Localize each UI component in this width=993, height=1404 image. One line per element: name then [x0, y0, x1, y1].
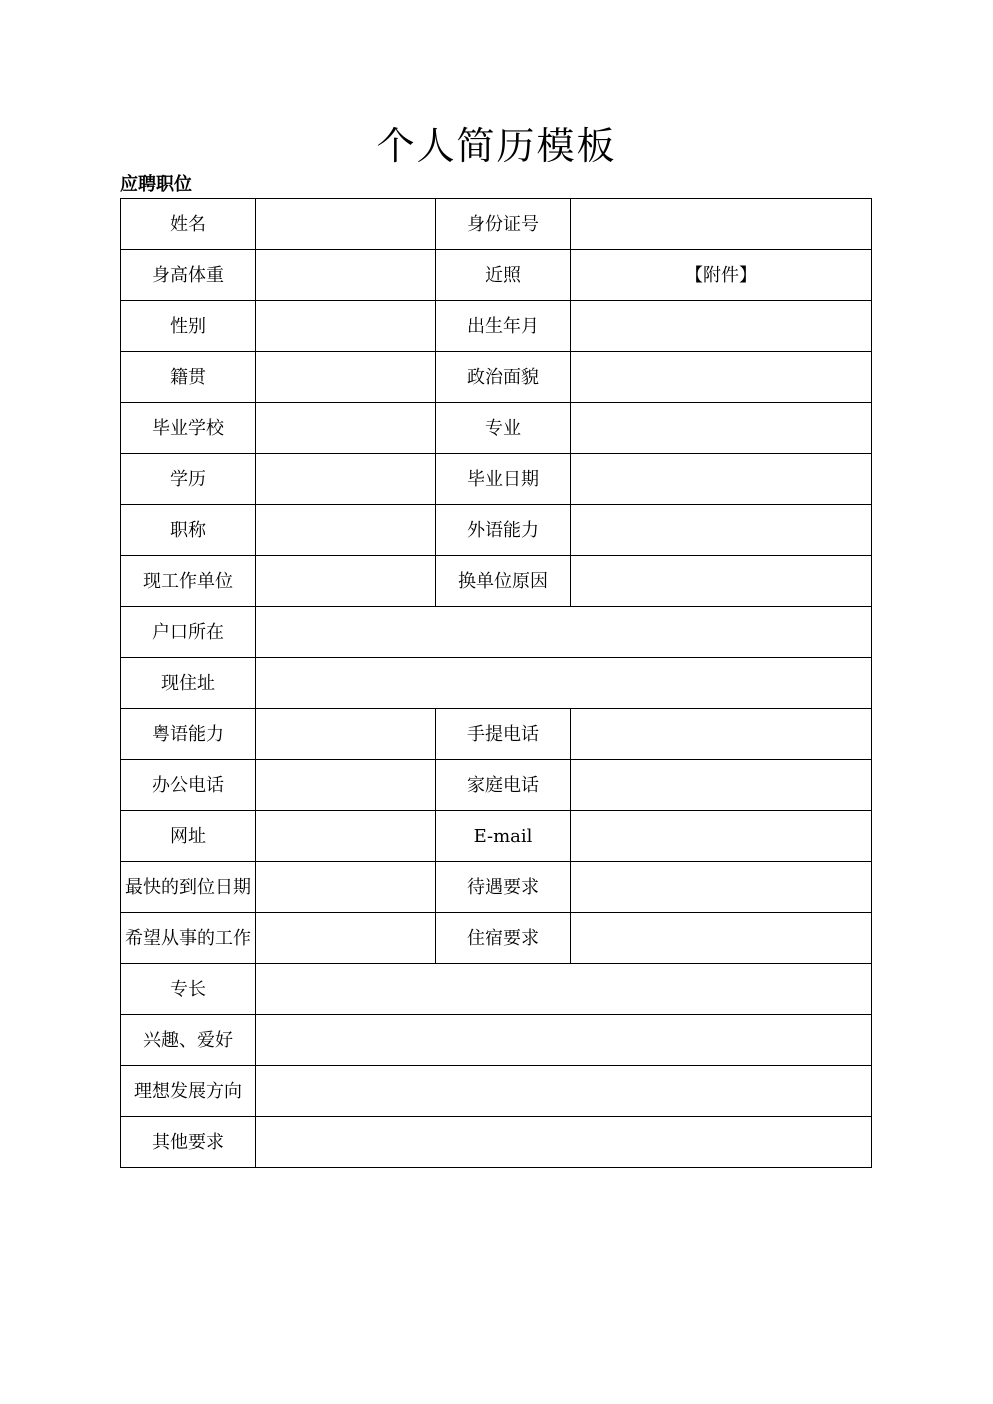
- table-row: [121, 352, 872, 403]
- native-place-field[interactable]: [256, 352, 436, 403]
- table-row: [121, 301, 872, 352]
- earliest-start-field[interactable]: [256, 862, 436, 913]
- table-row: [121, 709, 872, 760]
- gender-field[interactable]: [256, 301, 436, 352]
- table-row: [121, 1117, 872, 1168]
- height-weight-field[interactable]: [256, 250, 436, 301]
- graduate-school-field[interactable]: [256, 403, 436, 454]
- table-row: [121, 1015, 872, 1066]
- resume-form-table: [120, 198, 872, 1168]
- salary-expectation-field[interactable]: [571, 862, 872, 913]
- table-row: [121, 964, 872, 1015]
- label-professional-title: 职称: [121, 505, 256, 556]
- email-field[interactable]: [571, 811, 872, 862]
- label-major: 专业: [436, 403, 571, 454]
- photo-attachment-field[interactable]: 【附件】: [571, 250, 872, 301]
- graduation-date-field[interactable]: [571, 454, 872, 505]
- website-field[interactable]: [256, 811, 436, 862]
- table-row: [121, 760, 872, 811]
- label-graduation-date: 毕业日期: [436, 454, 571, 505]
- label-hobbies: 兴趣、爱好: [121, 1015, 256, 1066]
- label-foreign-language: 外语能力: [436, 505, 571, 556]
- table-row: [121, 403, 872, 454]
- current-employer-field[interactable]: [256, 556, 436, 607]
- accommodation-field[interactable]: [571, 913, 872, 964]
- reason-for-leaving-field[interactable]: [571, 556, 872, 607]
- table-row: [121, 250, 872, 301]
- label-desired-job: 希望从事的工作: [121, 913, 256, 964]
- education-field[interactable]: [256, 454, 436, 505]
- table-row: [121, 811, 872, 862]
- household-registration-field[interactable]: [256, 607, 872, 658]
- label-photo: 近照: [436, 250, 571, 301]
- professional-title-field[interactable]: [256, 505, 436, 556]
- label-mobile-phone: 手提电话: [436, 709, 571, 760]
- specialty-field[interactable]: [256, 964, 872, 1015]
- label-office-phone: 办公电话: [121, 760, 256, 811]
- label-career-direction: 理想发展方向: [121, 1066, 256, 1117]
- position-label: 应聘职位: [120, 174, 192, 195]
- page-title: 个人简历模板: [376, 124, 617, 168]
- table-row: [121, 199, 872, 250]
- label-email: E-mail: [436, 811, 571, 862]
- name-field[interactable]: [256, 199, 436, 250]
- political-status-field[interactable]: [571, 352, 872, 403]
- cantonese-field[interactable]: [256, 709, 436, 760]
- label-political-status: 政治面貌: [436, 352, 571, 403]
- other-requirements-field[interactable]: [256, 1117, 872, 1168]
- current-address-field[interactable]: [256, 658, 872, 709]
- table-row: [121, 505, 872, 556]
- table-row: [121, 658, 872, 709]
- label-website: 网址: [121, 811, 256, 862]
- label-earliest-start: 最快的到位日期: [121, 862, 256, 913]
- label-id-number: 身份证号: [436, 199, 571, 250]
- table-row: [121, 862, 872, 913]
- label-height-weight: 身高体重: [121, 250, 256, 301]
- label-reason-for-leaving: 换单位原因: [436, 556, 571, 607]
- label-cantonese: 粤语能力: [121, 709, 256, 760]
- mobile-phone-field[interactable]: [571, 709, 872, 760]
- table-row: [121, 454, 872, 505]
- major-field[interactable]: [571, 403, 872, 454]
- label-current-employer: 现工作单位: [121, 556, 256, 607]
- table-row: [121, 1066, 872, 1117]
- label-education: 学历: [121, 454, 256, 505]
- career-direction-field[interactable]: [256, 1066, 872, 1117]
- home-phone-field[interactable]: [571, 760, 872, 811]
- table-row: [121, 556, 872, 607]
- label-name: 姓名: [121, 199, 256, 250]
- label-graduate-school: 毕业学校: [121, 403, 256, 454]
- table-row: [121, 913, 872, 964]
- label-native-place: 籍贯: [121, 352, 256, 403]
- id-number-field[interactable]: [571, 199, 872, 250]
- birth-date-field[interactable]: [571, 301, 872, 352]
- label-birth-date: 出生年月: [436, 301, 571, 352]
- label-current-address: 现住址: [121, 658, 256, 709]
- label-specialty: 专长: [121, 964, 256, 1015]
- label-salary-expectation: 待遇要求: [436, 862, 571, 913]
- label-other-requirements: 其他要求: [121, 1117, 256, 1168]
- table-row: [121, 607, 872, 658]
- office-phone-field[interactable]: [256, 760, 436, 811]
- hobbies-field[interactable]: [256, 1015, 872, 1066]
- label-household-registration: 户口所在: [121, 607, 256, 658]
- label-home-phone: 家庭电话: [436, 760, 571, 811]
- label-accommodation: 住宿要求: [436, 913, 571, 964]
- foreign-language-field[interactable]: [571, 505, 872, 556]
- desired-job-field[interactable]: [256, 913, 436, 964]
- label-gender: 性别: [121, 301, 256, 352]
